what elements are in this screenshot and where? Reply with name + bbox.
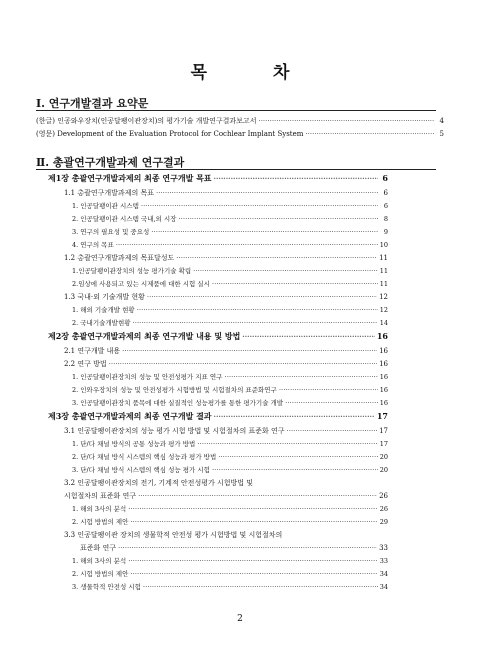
toc-entry-label: 3.2 인공달팽이관장치의 전기, 기계적 안전성평가 시험방법 및 — [64, 479, 253, 487]
leader-dots — [122, 346, 377, 357]
toc-entry[interactable] — [36, 129, 444, 140]
toc-section-entry[interactable] — [64, 253, 388, 264]
toc-entry-page: 16 — [376, 331, 388, 341]
toc-entry-page: 11 — [379, 254, 388, 262]
toc-entry-page: 34 — [379, 570, 388, 578]
leader-dots — [214, 411, 375, 422]
toc-section-entry[interactable] — [64, 292, 388, 303]
toc-section-entry-cont[interactable] — [80, 543, 388, 554]
toc-entry-label: 제1장 총괄연구개발과제의 최종 연구개발 목표 — [48, 173, 212, 183]
toc-chapter-entry[interactable] — [48, 411, 388, 422]
part1-rule — [36, 110, 436, 111]
leader-dots — [116, 240, 378, 251]
leader-dots — [193, 266, 378, 277]
toc-entry-label: 2. 단/다 채널 방식 시스템의 핵심 성능과 평가 방법 — [72, 453, 217, 461]
toc-item-entry[interactable] — [72, 385, 388, 396]
leader-dots — [285, 398, 378, 409]
leader-dots — [141, 201, 378, 212]
page-title: 목 차 — [190, 63, 320, 83]
toc-section-entry[interactable] — [64, 188, 388, 199]
leader-dots — [133, 318, 378, 329]
leader-dots — [242, 331, 375, 342]
toc-entry-label: 시험절차의 표준화 연구 — [64, 492, 137, 500]
leader-dots — [287, 426, 378, 437]
toc-entry-label: (한글) 인공와우장치(인공달팽이관장치)의 평가기술 개발연구결과보고서 — [36, 117, 257, 125]
toc-entry-page: 33 — [379, 544, 388, 552]
toc-entry-page: 26 — [379, 505, 388, 513]
toc-entry-page: 16 — [379, 360, 388, 368]
toc-entry-label: 2.임상에 사용되고 있는 시제품에 대한 시험 실시 — [72, 280, 210, 288]
toc-entry-label: (영문) Development of the Evaluation Protocol for Cochlear Implant System — [36, 130, 304, 138]
leader-dots — [224, 372, 377, 383]
toc-section-entry-cont[interactable] — [64, 491, 388, 502]
toc-entry-label: 3. 인공달팽이관장치 품목에 대한 실질적인 성능평가를 통한 평가기술 개발 — [72, 399, 284, 407]
page-number: 2 — [237, 614, 243, 624]
toc-entry-label: 2. 국내기술개발현황 — [72, 319, 131, 327]
toc-entry-page: 16 — [379, 347, 388, 355]
toc-entry-label: 2.2 연구 방법 — [64, 360, 107, 368]
toc-item-entry[interactable] — [72, 465, 388, 476]
toc-item-entry[interactable] — [72, 201, 388, 212]
leader-dots — [138, 491, 377, 502]
leader-dots — [178, 214, 378, 225]
toc-entry-label: 3. 생물학적 안전성 시험 — [72, 583, 141, 591]
toc-entry-page: 20 — [379, 466, 388, 474]
toc-entry-page: 17 — [379, 427, 388, 435]
toc-section-entry[interactable] — [64, 346, 388, 357]
toc-item-entry[interactable] — [72, 517, 388, 528]
toc-entry-label: 1. 해외 3사의 분석 — [72, 557, 127, 565]
toc-entry[interactable] — [36, 116, 444, 127]
leader-dots — [156, 188, 378, 199]
toc-entry-label: 2. 시험 방법의 제안 — [72, 570, 129, 578]
toc-item-entry[interactable] — [72, 240, 388, 251]
toc-entry-page: 17 — [376, 411, 388, 421]
toc-entry-label: 1. 단/다 채널 방식의 공통 성능과 평가 방법 — [72, 440, 196, 448]
toc-item-entry[interactable] — [72, 305, 388, 316]
leader-dots — [130, 569, 377, 580]
toc-item-entry[interactable] — [72, 214, 388, 225]
leader-dots — [130, 517, 377, 528]
toc-entry-page: 6 — [382, 173, 388, 183]
toc-item-entry[interactable] — [72, 452, 388, 463]
toc-entry-page: 6 — [383, 202, 388, 210]
leader-dots — [197, 439, 377, 450]
leader-dots — [109, 359, 377, 370]
toc-item-entry[interactable] — [72, 556, 388, 567]
toc-entry-page: 16 — [379, 373, 388, 381]
leader-dots — [212, 465, 378, 476]
toc-entry-page: 11 — [379, 280, 388, 288]
part2-heading-text: Ⅱ. 총괄연구개발과제 연구결과 — [36, 156, 185, 169]
leader-dots — [147, 292, 377, 303]
toc-entry-page: 17 — [379, 440, 388, 448]
toc-section-entry[interactable] — [64, 359, 388, 370]
toc-item-entry[interactable] — [72, 227, 388, 238]
toc-entry-page: 14 — [379, 319, 388, 327]
toc-item-entry[interactable] — [72, 398, 388, 409]
toc-item-entry[interactable] — [72, 582, 388, 593]
toc-entry-label: 1. 인공달팽이관장치의 성능 및 안전성평가 지표 연구 — [72, 373, 223, 381]
toc-entry-page: 33 — [379, 557, 388, 565]
toc-entry-label: 3. 단/다 채널 방식 시스템의 핵심 성능 평가 시험 — [72, 466, 210, 474]
leader-dots — [279, 385, 378, 396]
leader-dots — [214, 173, 378, 184]
toc-entry-label: 1. 인공달팽이관 시스템 — [72, 202, 139, 210]
toc-entry-page: 4 — [439, 117, 444, 125]
toc-entry-label: 1.2 총괄연구개발과제의 목표달성도 — [64, 254, 175, 262]
toc-entry-page: 8 — [383, 215, 388, 223]
toc-item-entry[interactable] — [72, 318, 388, 329]
toc-entry-label: 제3장 총괄연구개발과제의 최종 연구개발 결과 — [48, 411, 212, 421]
toc-entry-page: 12 — [379, 293, 388, 301]
toc-entry-label: 2. 시험 방법의 제안 — [72, 518, 129, 526]
toc-entry-page: 5 — [439, 130, 444, 138]
toc-entry-label: 3.1 인공달팽이관장치의 성능 평가 시험 방법 및 시험절차의 표준화 연구 — [64, 427, 285, 435]
toc-section-entry[interactable] — [64, 530, 388, 541]
toc-entry-page: 6 — [383, 189, 388, 197]
toc-item-entry[interactable] — [72, 372, 388, 383]
toc-entry-label: 1. 해외 기술개발 현황 — [72, 306, 135, 314]
toc-section-entry[interactable] — [64, 426, 388, 437]
toc-entry-label: 2. 인공달팽이관 시스템 국내,외 시장 — [72, 215, 177, 223]
leader-dots — [143, 582, 378, 593]
toc-item-entry[interactable] — [72, 504, 388, 515]
leader-dots — [128, 504, 378, 515]
toc-entry-label: 1. 해외 3사의 분석 — [72, 505, 127, 513]
toc-entry-label: 1.인공달팽이관장치의 성능 평가기술 확립 — [72, 267, 192, 275]
toc-entry-page: 12 — [379, 306, 388, 314]
toc-entry-label: 표준화 연구 — [80, 544, 117, 552]
leader-dots — [218, 452, 377, 463]
toc-entry-label: 2.1 연구개발 내용 — [64, 347, 121, 355]
leader-dots — [258, 116, 434, 127]
toc-entry-label: 4. 연구의 목표 — [72, 241, 114, 249]
toc-entry-label: 1.1 총괄연구개발과제의 목표 — [64, 189, 154, 197]
part1-heading-text: Ⅰ. 연구개발결과 요약문 — [36, 97, 149, 110]
leader-dots — [305, 129, 434, 140]
toc-entry-page: 29 — [379, 518, 388, 526]
toc-entry-page: 20 — [379, 453, 388, 461]
part2-heading — [36, 154, 184, 170]
toc-entry-page: 16 — [379, 399, 388, 407]
leader-dots — [176, 253, 377, 264]
toc-entry-page: 16 — [379, 386, 388, 394]
toc-item-entry[interactable] — [72, 439, 388, 450]
toc-chapter-entry[interactable] — [48, 173, 388, 184]
toc-entry-label: 2. 인와우장치의 성능 및 안전성평가 시험방법 및 시험절차의 표준화연구 — [72, 386, 277, 394]
toc-entry-page: 34 — [379, 583, 388, 591]
leader-dots — [128, 556, 378, 567]
leader-dots — [118, 543, 377, 554]
leader-dots — [212, 279, 378, 290]
toc-item-entry[interactable] — [72, 266, 388, 277]
toc-entry-label: 3.3 인공달팽이관 장치의 생물학적 안전성 평가 시험방법 및 시험절차의 — [64, 531, 283, 539]
toc-entry-label: 1.3 국내·외 기술개발 현황 — [64, 293, 145, 301]
toc-chapter-entry[interactable] — [48, 331, 388, 342]
toc-entry-page: 9 — [383, 228, 388, 236]
toc-entry-label: 제2장 총괄연구개발과제의 최종 연구개발 내용 및 방법 — [48, 331, 241, 341]
leader-dots — [151, 227, 378, 238]
toc-entry-page: 26 — [379, 492, 388, 500]
toc-entry-label: 3. 연구의 필요성 및 중요성 — [72, 228, 150, 236]
part1-heading — [36, 95, 148, 111]
toc-section-entry[interactable] — [64, 478, 388, 489]
toc-entry-page: 11 — [379, 267, 388, 275]
toc-entry-page: 10 — [379, 241, 388, 249]
leader-dots — [137, 305, 378, 316]
part2-rule — [36, 169, 436, 170]
toc-item-entry[interactable] — [72, 279, 388, 290]
toc-item-entry[interactable] — [72, 569, 388, 580]
